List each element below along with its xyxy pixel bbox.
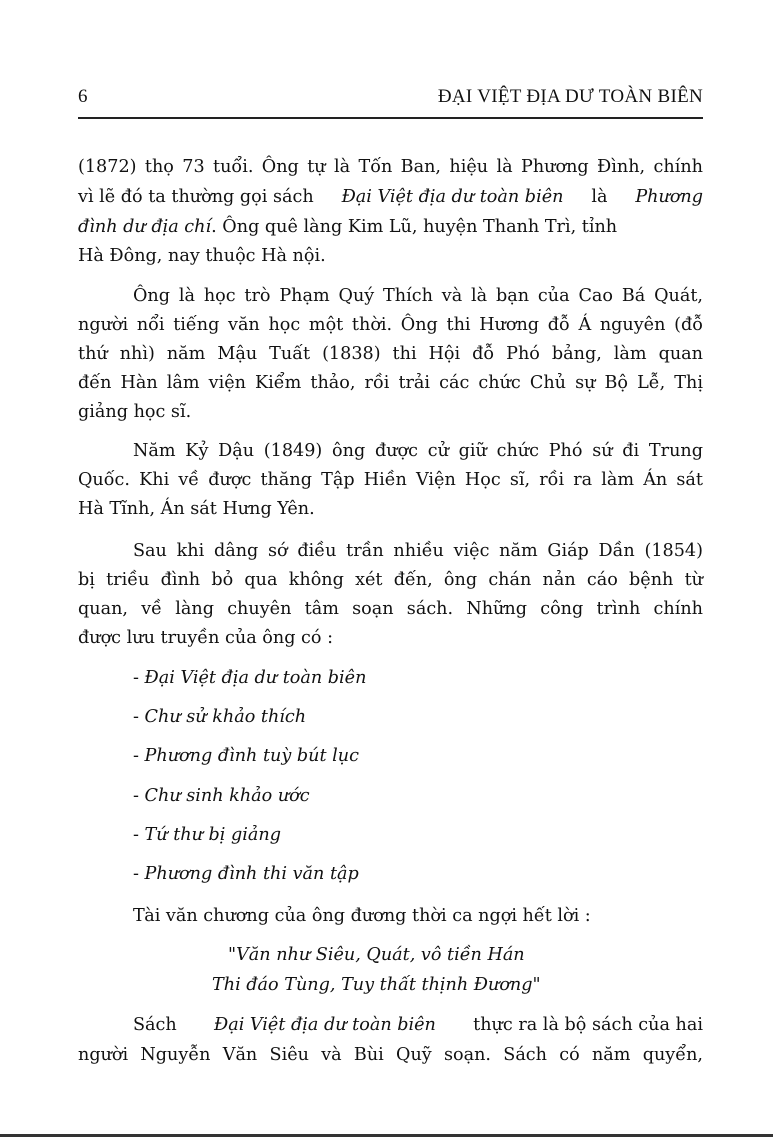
list-item [133, 783, 310, 809]
text-line [78, 496, 703, 522]
text-line [78, 625, 703, 651]
page-number: 6 [78, 86, 88, 107]
header-rule [78, 117, 703, 119]
text-span: (1872) thọ 73 tuổi. Ông tự là Tốn Ban, hiệu là Phương Đình, chính [78, 157, 703, 177]
list-item [133, 743, 359, 769]
text-line [78, 154, 703, 180]
text-span: thứ nhì) năm Mậu Tuất (1838) thi Hội đỗ Phó bảng, làm quan [78, 344, 703, 364]
list-item [133, 704, 306, 730]
text-line [78, 467, 703, 493]
text-line [78, 341, 703, 367]
text-line [78, 184, 703, 210]
text-span: người nổi tiếng văn học một thời. Ông thi Hương đỗ Á nguyên (đỗ [78, 315, 703, 335]
text-span [78, 214, 617, 240]
list-item [133, 822, 281, 848]
work-title: Phương đình tuỳ bút lục [144, 746, 359, 766]
work-title: Tứ thư bị giảng [144, 825, 281, 845]
list-dash: - [133, 746, 139, 766]
list-dash: - [133, 707, 139, 727]
verse-line-1: "Văn như Siêu, Quát, vô tiền Hán [228, 945, 525, 965]
text-line [133, 538, 703, 564]
text-span: Tài văn chương của ông đương thời ca ngợi hết lời : [133, 906, 591, 926]
text-span: thực ra là bộ sách của hai [473, 1015, 703, 1035]
work-title: Đại Việt địa dư toàn biên [144, 668, 367, 688]
text-span: Ông là học trò Phạm Quý Thích và là bạn của Cao Bá Quát, [133, 286, 703, 306]
text-line [78, 1042, 703, 1068]
list-dash: - [133, 825, 139, 845]
text-span: giảng học sĩ. [78, 402, 192, 422]
list-dash: - [133, 786, 139, 806]
text-span: quan, về làng chuyên tâm soạn sách. Những công trình chính [78, 599, 703, 619]
text-span: Sau khi dâng sớ điều trần nhiều việc năm Giáp Dần (1854) [133, 541, 703, 561]
text-span: Quốc. Khi về được thăng Tập Hiền Viện Học sĩ, rồi ra làm Án sát [78, 470, 703, 490]
paragraph-5 [133, 903, 591, 929]
list-dash: - [133, 864, 139, 884]
text-line [133, 438, 703, 464]
text-line [78, 596, 703, 622]
text-line [133, 283, 703, 309]
book-title: Đại Việt địa dư toàn biên [341, 187, 564, 207]
text-line [133, 1012, 703, 1038]
running-head: ĐẠI VIỆT ĐỊA DƯ TOÀN BIÊN [437, 86, 703, 107]
text-span: Năm Kỷ Dậu (1849) ông được cử giữ chức Phó sứ đi Trung [133, 441, 703, 461]
text-line [78, 243, 703, 269]
list-dash: - [133, 668, 139, 688]
text-line [78, 370, 703, 396]
text-span: người Nguyễn Văn Siêu và Bùi Quỹ soạn. Sách có năm quyển, [78, 1045, 703, 1065]
work-title: Chư sinh khảo ước [144, 786, 310, 806]
text-span: được lưu truyền của ông có : [78, 628, 334, 648]
text-span: bị triều đình bỏ qua không xét đến, ông chán nản cáo bệnh từ [78, 570, 703, 590]
text-line [78, 312, 703, 338]
work-title: Phương đình thi văn tập [144, 864, 359, 884]
text-line [78, 399, 703, 425]
list-item [133, 665, 366, 691]
text-span: vì lẽ đó ta thường gọi sách [78, 187, 314, 207]
text-line [78, 567, 703, 593]
book-title: đình dư địa chí [78, 217, 212, 237]
book-title: Đại Việt địa dư toàn biên [214, 1015, 436, 1035]
text-line [78, 214, 703, 240]
work-title: Chư sử khảo thích [144, 707, 307, 727]
text-span: Hà Đông, nay thuộc Hà nội. [78, 246, 326, 266]
book-title: Phương [635, 187, 703, 207]
text-span: Sách [133, 1015, 177, 1035]
verse-line-2: Thi đáo Tùng, Tuy thất thịnh Đương" [212, 975, 541, 995]
text-span: . Ông quê làng Kim Lũ, huyện Thanh Trì, tỉnh [211, 217, 618, 237]
text-span: đến Hàn lâm viện Kiểm thảo, rồi trải các chức Chủ sự Bộ Lễ, Thị [78, 373, 703, 393]
text-span: là [591, 187, 608, 207]
text-span: Hà Tĩnh, Án sát Hưng Yên. [78, 499, 315, 519]
list-item [133, 861, 359, 887]
